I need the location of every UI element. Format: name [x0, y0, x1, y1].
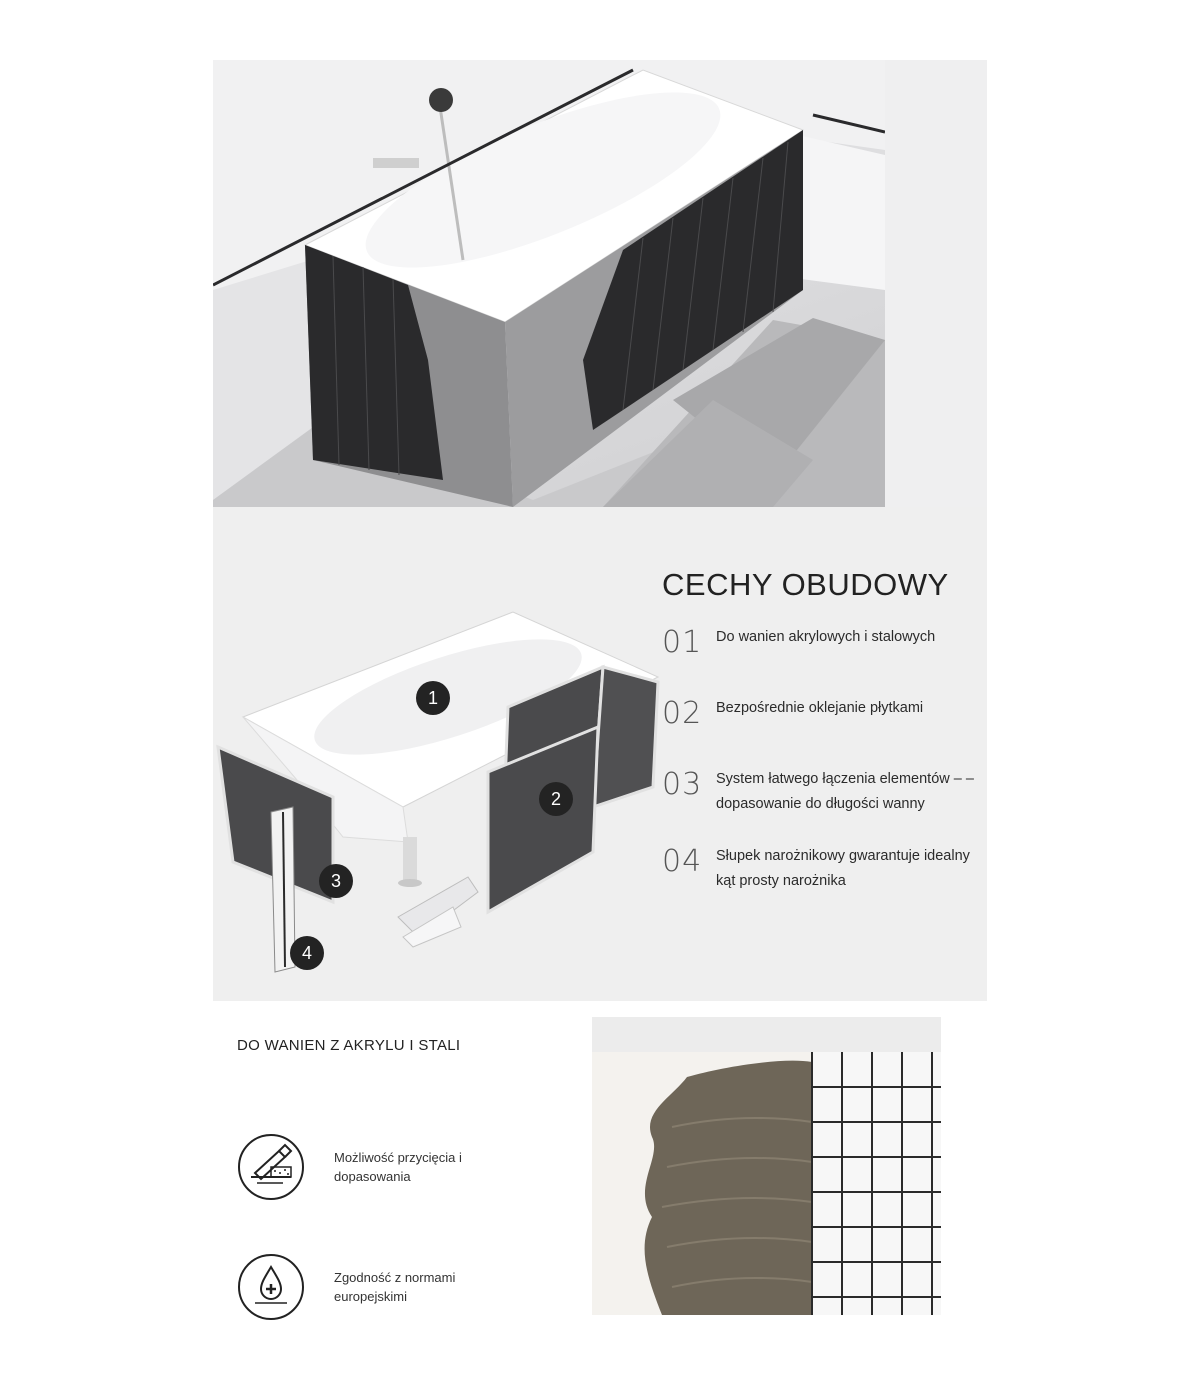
- feature-text: Słupek narożnikowy gwarantuje idealny kąt prosty narożnika: [716, 848, 970, 889]
- adhesive-and-tiles-illustration: [592, 1017, 941, 1315]
- feature-text: Bezpośrednie oklejanie płytkami: [716, 700, 924, 716]
- feature-number: 02: [662, 696, 703, 731]
- hero-side-strip: [885, 60, 987, 507]
- benefit-text: Zgodność z normami europejskimi: [334, 1270, 456, 1304]
- benefit-european-standards: [237, 1253, 537, 1323]
- hero-bath-photo: [213, 60, 885, 507]
- diagram-marker-2: 2: [539, 782, 573, 816]
- benefit-cut-to-size: [237, 1133, 537, 1203]
- feature-number: 03: [662, 767, 703, 802]
- diagram-marker-1: 1: [416, 681, 450, 715]
- enclosure-exploded-diagram: [213, 507, 663, 1001]
- tile-adhesive-photo: [592, 1017, 941, 1315]
- diagram-marker-4: 4: [290, 936, 324, 970]
- bottom-heading: DO WANIEN Z AKRYLU I STALI: [237, 1037, 461, 1054]
- diagram-marker-3: 3: [319, 864, 353, 898]
- features-panel: [213, 507, 987, 1001]
- bath-illustration: [213, 60, 885, 507]
- feature-text: Do wanien akrylowych i stalowych: [716, 629, 936, 645]
- benefit-text: Możliwość przycięcia i dopasowania: [334, 1150, 462, 1184]
- water-drop-plus-icon: [237, 1253, 305, 1321]
- feature-text: System łatwego łączenia elementów – – dopasowanie do długości wanny: [716, 771, 974, 812]
- features-title: CECHY OBUDOWY: [662, 567, 949, 602]
- feature-number: 04: [662, 844, 703, 879]
- feature-number: 01: [662, 625, 703, 660]
- saw-cutting-icon: [237, 1133, 305, 1201]
